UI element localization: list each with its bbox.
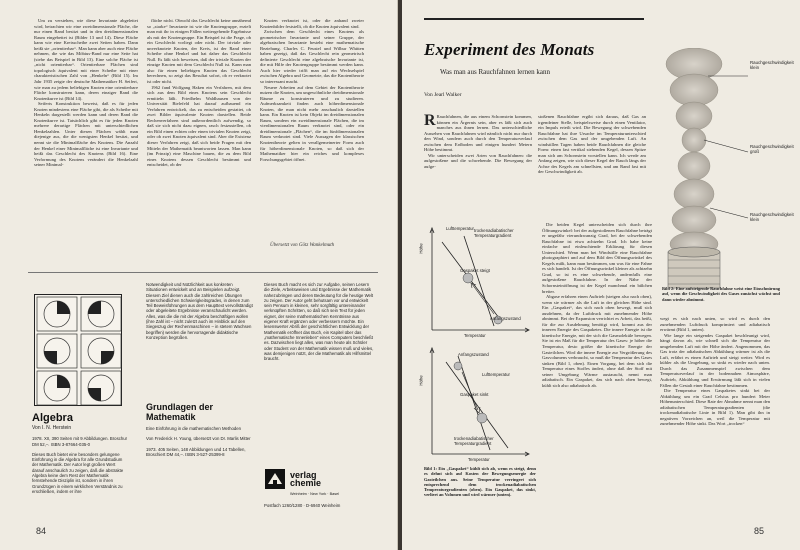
intro-column — [424, 114, 532, 216]
paragraph: Seiferts Konstruktion beweist, daß es für jeden Knoten mindestens eine Fläche gibt, die als Scheibe mit Henkeln dargestellt werden kann und deren Rand die Knotenkurve ist. Tatsächlich gibt es für jeden Knoten mehrere derartige Flächen mit unterschiedlichen Henkelzahlen. Unter diesen Flächen wählt man diejenige aus, die die wenigsten Henkel besitzt, und nennt sie die Minimalfläche des Knotens. Die Anzahl der Henkel einer Minimalfläche ist eine Invariante und heißt das Geschlecht des Knotens (Bild 16). Eine Verformung des Knotens verändert die Henkelzahl seiner Minimal- — [34, 101, 138, 168]
fig1-label-temp-bottom: Temperatur — [468, 457, 490, 462]
fig1-label-height-bottom: Höhe — [418, 375, 424, 386]
figure-1-diagram — [424, 222, 534, 462]
title-rule — [424, 18, 644, 20]
algebra-title: Algebra — [32, 412, 73, 424]
right-page — [402, 0, 800, 550]
paragraph: Um zu verstehen, wie diese Invariante abgeleitet wird, betrachten wir eine zweidimensionale Fläche, die nur einen Rand besitzt und in den dreidimensionalen Raum eingebettet ist (Bilder 13 und 14). Diese Fläche kann wie eine Kreisscheibe zwei Seiten haben. Dann heißt sie „orientierbar“. Man kann aber auch eine Fläche nehmen, die wie das Möbius-Band nur eine Seite hat (siehe das Beispiel in Bild 13). Eine solche Fläche ist „nicht orientierbar“. Orientierbare Flächen sind topologisch äquivalent mit einer Scheibe mit einer charakteristischen Zahl von „Henkeln“ (Bild 15). Im Jahr 1935 zeigte der deutsche Mathematiker H. Seifert, wie man zu jedem beliebigen Knoten eine orientierbare Fläche konstruieren kann, deren einziger Rand die Knotenkurve ist (Bild 14). — [34, 18, 138, 101]
publisher-logo-icon — [264, 468, 286, 490]
algebra-cover-graphic — [34, 294, 122, 406]
publisher-block — [264, 468, 374, 509]
algebra-author: Von I. N. Herstein — [32, 425, 72, 431]
publisher-address: Postfach 1260/1280 · D-6940 Weinheim — [264, 503, 341, 509]
paragraph: wegt es sich nach unten, so wird es durch den zunehmenden Luftdruck komprimiert und adiabatisch erwärmt (Bild 1, unten). — [660, 316, 770, 333]
left-page — [0, 0, 398, 550]
paragraph: Knoten verknotet ist, oder die anhand zweier Knotenbilder feststellt, ob die Knoten äquivalent sind. — [260, 18, 364, 29]
ad-right-text: Dieses Buch macht es sich zur Aufgabe, seinen Lesern die Ziele, Arbeitsweisen und Ergebnisse der Mathematik nahezubringen und deren Bedeutung für die heutige Welt zu zeigen. Der Autor geht behutsam vor und entwickelt sein Pensum in kleinen, sehr sorgfältig untereinander verknüpften Schritten, so daß sich sein Text für jeden eignet, der seine mathematischen Kenntnisse aus eigener Kraft ergänzen oder verbessern möchte. Ein lesenswerter Abriß der geschichtlichen Entwicklung der Mathematik eröffnet das Buch, ein Kapitel über das „mathematische Innenleben“ eines Computers beschließt es. Dazwischen liegt alles, was man heute als Schüler oder Student von der Mathematik wissen muß und vieles, was demjenigen nützt, der die Mathematik als Hilfsmittel braucht. — [264, 282, 374, 362]
ad-divider — [28, 272, 378, 273]
fig1-label-adiabat-top: trockenadiabatischer Temperaturgradient — [474, 228, 514, 238]
article-subtitle: Was man aus Rauchfahnen lernen kann — [440, 68, 551, 76]
fig1-label-initial-bottom: Anfangszustand — [458, 352, 489, 357]
paragraph: Abgase erfahren einen Auftrieb (steigen also nach oben), wenn sie wärmer als die Luft in der gleichen Höhe sind. Ein „Gaspaket“, das sich nach oben bewegt, muß sich ausdehnen, da der Luftdruck mit zunehmender Höhe abnimmt. Bei der Expansion verrichtet es Arbeit, das heißt, für die zur Ausdehnung benötigt wird, kommt aus der inneren Energie des Gaspaketes. Die innere Energie ist die kinetische Energie, mit der sich die Gasmoleküle bewegen. Sie ist ein Maß für die Temperatur des Gases: je höher die Temperatur, desto größer die kinetische Energie der Gasteilchen. Wird die innere Energie zur Vergrößerung des Gasvolumens verbraucht, so muß die Temperatur des Gases sinken (Bild 1, oben). Einen Vorgang, bei dem sich die Temperatur eines Stoffes ändert, ohne daß der Stoff mit seiner Umgebung Wärme austauscht, nennt man adiabatisch. Ein Gaspaket, das sich nach oben bewegt, kühlt sich also adiabatisch ab. — [542, 294, 652, 388]
publisher-locations: Weinheim · New York · Basel — [290, 492, 340, 496]
paragraph: fläche nicht. Obwohl das Geschlecht keine annähernd so „starke“ Invariante ist wie die Knotengruppe, erzielt man mit ihr in einigen Fällen weitergehende Ergebnisse als mit der Knotengruppe. Ein Beispiel ist die Frage, ob ein Geschlecht vorliegt oder nicht. Der triviale oder unverknotete Knoten, der Kreis, ist der Rand einer Scheibe ohne Henkel und hat daher das Geschlecht Null. Es läßt sich beweisen, daß der triviale Knoten der einzige Knoten mit dem Geschlecht Null ist. Kann man also für einen beliebigen Knoten das Geschlecht berechnen, so zeigt das Resultat sofort, ob er verknotet ist oder nicht. — [147, 18, 251, 85]
fig1-label-rising: Gaspaket steigt — [460, 268, 490, 273]
article-author: Von Jearl Walker — [424, 92, 462, 98]
algebra-pattern-icon — [35, 295, 123, 407]
grundlagen-author: Von Frederick H. Young, übersetzt von Dr. Marlis Mitter — [146, 436, 251, 442]
fig1-label-air-temp-top: Lufttemperatur — [446, 226, 474, 231]
fig2-label-bottom: Rauchgeschwindigkeit klein — [750, 212, 794, 223]
fig2-label-middle: Rauchgeschwindigkeit groß — [750, 144, 794, 155]
grundlagen-title: Grundlagen der Mathematik — [146, 402, 214, 422]
fig1-label-sinking: Gaspaket sinkt — [460, 392, 489, 397]
paragraph: Wir unterscheiden zwei Arten von Rauchfahnen: die aufgestoßene und die schwebende. Die Bewegung der aufge- — [424, 152, 532, 169]
paragraph: Wie lange ein steigendes Gaspaket beschleunigt wird, hängt davon ab, wie schnell sich die Temperatur der umgebenden Luft mit der Höhe ändert. Angenommen, das Gas trotz der adiabatischen Abkühlung wärmer ist als die Luft, erfährt es einen Auftrieb und steigt weiter. Wird es kühler als die Umgebung, so sinkt es wieder nach unten. Durch das Zusammenspiel zwischen dem Temperaturverlauf in der bodennahen Atmosphäre, Auftrieb, Abkühlung und Erwärmung läßt sich in vielen Fällen die Gestalt einer Rauchfahne bestimmen. — [660, 332, 770, 388]
page-number-left: 84 — [36, 526, 47, 536]
article-title: Experiment des Monats — [424, 40, 595, 59]
fig1-label-height-top: Höhe — [418, 243, 424, 254]
article-column-3 — [260, 18, 364, 258]
intro-text: Rauchfahnen, die aus einem Schornstein kommen, können ein Ärgernis sein, aber es läßt sich auch manches aus ihnen lernen. Das unterschiedliche Aussehen von Rauchfahnen wird nämlich nicht nur durch den Wind, sondern auch durch den Temperaturverlauf zwischen dem Erdboden und einigen hundert Metern Höhe bestimmt. — [424, 114, 532, 153]
article-column-1 — [34, 18, 138, 266]
paragraph: Zwischen dem Geschlecht eines Knotens als geometrischer Invariante und seiner Gruppe, der algebraischen Invariante besteht eine mathematische Beziehung. Charles C. Feustel und Wilbur Whitten haben gezeigt, daß das Geschlecht rein geometrisch definierte Geschlecht eine algebraische Invariante ist, die mit Hilfe der Knotengruppe bestimmt werden kann. Auch hier wieder trifft man auf ein Wechselspiel zwischen Algebra und Geometrie, das die Knotentheorie so interessant macht. — [260, 29, 364, 85]
figure-1-caption: Bild 1: Ein „Gaspaket“ kühlt sich ab, wenn es steigt, denn es dehnt sich auf Kosten der Bewegungsenergie der Gasteilchen aus. Seine Temperatur verringert sich entsprechend dem trockenadiabatischen Temperaturgradienten (oben). Ein Gaspaket, das sinkt, verliert an Volumen und wird wärmer (unten). — [424, 466, 536, 498]
paragraph: Die Temperatur eines Gaspaketes sinkt bei der Abkühlung um ein Grad Celsius pro hundert Meter Höhenunterschied. Diese Rate der Abnahme nennt man den adiabatischen Temperaturgradienten (die trockenadiabatische Linie in Bild 1). Man gibt ihn in negativen Vorzeichen an, weil die Temperatur mit zunehmender Höhe sinkt. Das Wort „trocken“ — [660, 388, 770, 427]
fig1-label-air-temp-bottom: Lufttemperatur — [482, 372, 510, 377]
column-2-top — [538, 114, 646, 216]
column-3 — [660, 316, 770, 534]
grundlagen-ad — [146, 402, 254, 457]
fig1-label-adiabat-bottom: trockenadiabatischer Temperaturgradient — [454, 436, 494, 446]
algebra-description: Dieses Buch bietet eine besonders gelungene Einführung in die Algebra für alle Grundstudium der Mathematik. Der Autor legt großen Wert darauf anschaulich zu zeigen, daß die abstrakte Algebra keine dem Rest der Mathematik fernstehende Disziplin ist, sondern in ihren Grundzügen in einem wirklichen Verständnis zu erschließen, indem er ihre — [32, 451, 124, 494]
page-number-right: 85 — [754, 526, 765, 536]
figure-2-caption: Bild 2: Eine aufsteigende Rauchfahne weist eine Einschnürung auf, wenn die Geschwindigkeit des Gases zunächst wächst und dann wieder abnimmt. — [662, 286, 780, 302]
column-2-bottom — [542, 222, 652, 534]
book-advertisement — [28, 278, 378, 536]
grundlagen-details: 1973. 405 Seiten, 148 Abbildungen und 14 Tabellen, Broschiert DM 44,–. ISBN 3-527-25399-8 — [146, 446, 246, 457]
paragraph: Die beiden Kegel unterscheiden sich durch ihre Öffnungswinkel: bei der aufgestoßenen Rauchfahne beträgt er ungefähr vierundzwanzig Grad, bei der schwebenden Rauchfahne ist etwa achtzehn Grad. Ich habe keine einfache und einleuchtende Erklärung für diesen Unterschied. Wenn man bei Windstille eine Rauchfahne photographiert und auf dem Bild den Öffnungswinkel des Kegels mißt, kann man bestimmen, um was für eine Fahne es sich handelt. Ist der Öffnungswinkel kleiner als achtzehn Grad, so ist es eine schwebende, andernfalls eine aufgestoßene Rauchfahne. In der Nähe der Schornsteinöffnung ist der Kegel manchmal ein bißchen breiter. — [542, 222, 652, 294]
algebra-ad-text — [32, 412, 128, 494]
algebra-details: 1978. XII, 390 Seiten mit 9 Abbildungen. Broschur DM 52,–. ISBN 3-87664-035-0 — [32, 436, 128, 447]
article-column-2 — [147, 18, 251, 266]
paragraph: 1962 fand Wolfgang Haken ein Verfahren, mit dem sich aus dem Bild eines Knotens sein Geschlecht ermitteln läßt. Friedhelm Waldhausen von der Universität Bielefeld hat darauf aufbauend ein Verfahren entwickelt, das zu entscheiden gestattet, ob zwei Bilder äquivalente Knoten darstellen. Beide Rechenverfahren sind außerordentlich aufwendig, so daß sie sich nicht dazu eignen, rasch festzustellen, ob ein Bild einen echten oder einen trivialen Knoten zeigt, oder ob zwei Knoten äquivalent sind. Aber die Existenz dieser Verfahren zeigt, daß sich beide Fragen mit den Mitteln der Mathematik beantworten lassen. Man kann (im Prinzip) eine Maschine bauen, die zu dem Bild eines Knotens dessen Geschlecht bestimmt und entscheidet, ob der — [147, 84, 251, 168]
grundlagen-subtitle: Eine Einführung in die mathematischen Methoden — [146, 426, 242, 431]
ad-middle-text: Notwendigkeit und Nützlichkeit aus konkreten Situationen entwickelt und an Beispielen aufzeigt. Diesem Ziel dienen auch die zahlreichen Übungen unterschiedlichen Schwierigkeitsgrades, in denen zum Teil Beweisführungen aus dem Haupttext vervollständigt oder abgeleitete Ergebnisse veranschaulicht werden. Alles, was die die mit der Algebra beschäftigen wollen (ihre Zahl ist – nicht zuletzt auch im Hinblick auf den Siegeszug der Rechenmaschinen – in stetem Wachsen begriffen) werden die hervorragende didaktische Konzeption begrüßen. — [146, 282, 253, 340]
fig2-label-top: Rauchgeschwindigkeit klein — [750, 60, 794, 71]
publisher-logo — [264, 468, 374, 490]
drop-cap: R — [424, 114, 436, 129]
intro-paragraph — [424, 114, 532, 153]
fig1-label-temp-top: Temperatur — [464, 333, 486, 338]
paragraph: stoßenen Rauchfahne ergibt sich daraus, daß Gas an irgendeiner Stelle, beispielsweise durch einen Ventilator, ein Impuls erteilt wird. Die Bewegung der schwebenden Rauchfahne hat ihre Ursache im Temperaturunterschied zwischen dem Gas und der umgebenden Luft. An windstillen Tagen haben beide Rauchfahnen die gleiche Form: einen fast vertikal stehenden Kegel, dessen Spitze man sich am Schornstein vorstellen kann. Ich werde am Anfang zeigen, wie sich dieser Kegel der Rauch längs der Achse des Kegels am schnellsten, und am Rand fast mit der Geschwindigkeit ab. — [538, 114, 646, 175]
publisher-name: verlag chemie — [290, 470, 322, 488]
paragraph: Neuere Arbeiten auf dem Gebiet der Knotentheorie nutzen die Knoten, um ungewöhnliche dreidimensionale Räume zu konstruieren und zu studieren. Aufmerksamkeit finden auch höherdimensionale Knoten, die man nicht mehr anschaulich darstellen kann. Ein Knoten ist kein Objekt im dreidimensionalen Raum, sondern ein zweidimensionale Flächen, die im vierdimensionalen Raum verknotet sind, oder ein dreidimensionale „Flächen“, die im fünfdimensionalen Raum verknotet sind. Viele Aussagen der klassischen Knotentheorie gelten in verallgemeinerter Form auch für höherdimensionale Knoten, so daß sich der Mathematiker hier ein reiches und komplexes Forschungsgebiet öffnet. — [260, 84, 364, 162]
figure-2-plume-illustration — [652, 48, 782, 293]
translator-credit: Übersetzt von Götz Wankelmuth — [270, 243, 335, 248]
fig1-label-initial-top: Anfangszustand — [490, 316, 521, 321]
